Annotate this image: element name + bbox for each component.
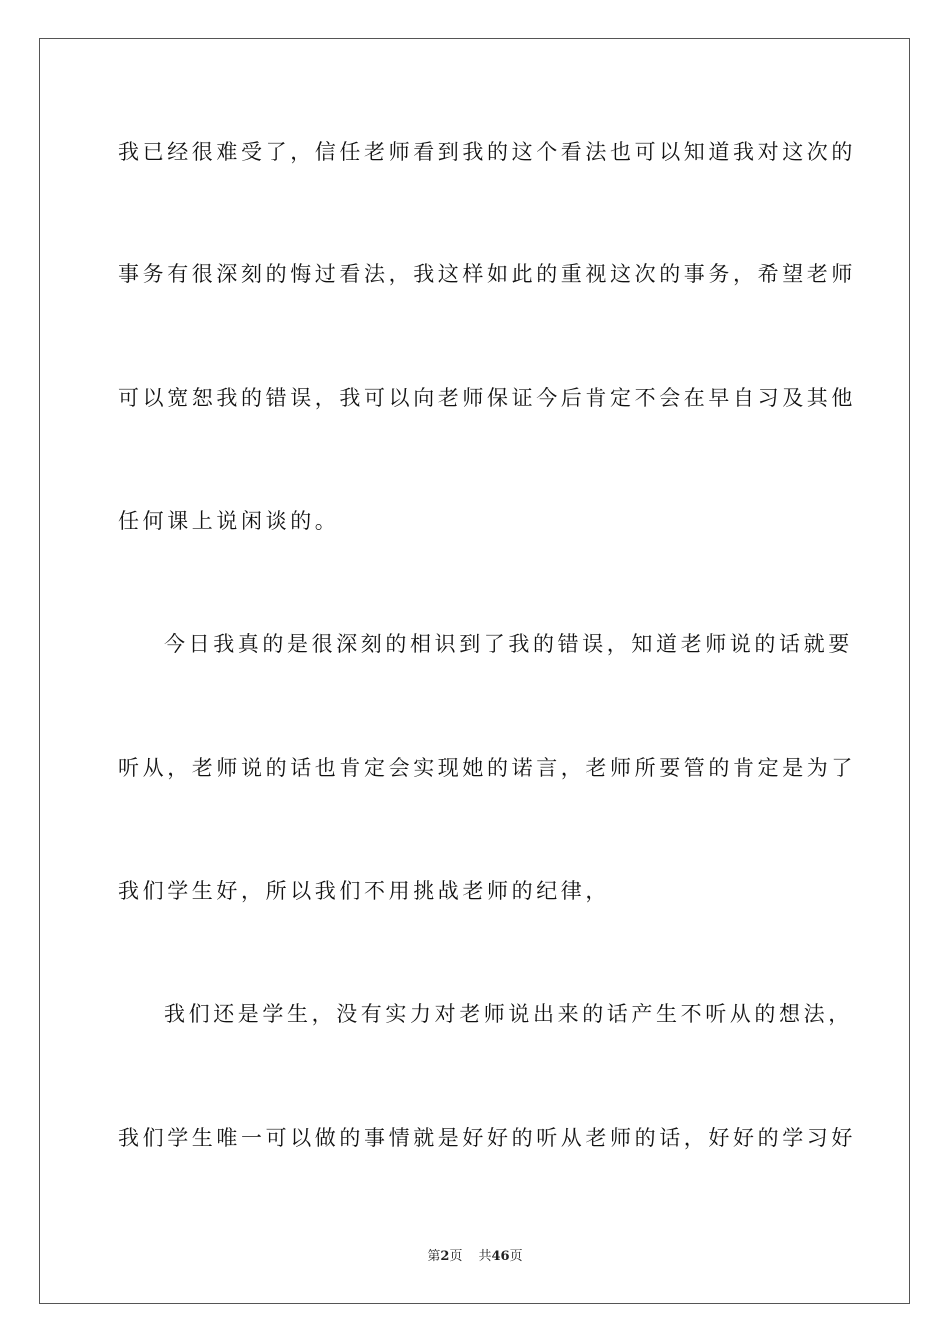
text-line: 事务有很深刻的悔过看法，我这样如此的重视这次的事务，希望老师 (118, 262, 856, 286)
text-line: 我们学生好，所以我们不用挑战老师的纪律， (118, 879, 610, 903)
text-line: 可以宽恕我的错误，我可以向老师保证今后肯定不会在早自习及其他 (118, 386, 856, 410)
total-suffix: 页 (509, 1249, 523, 1264)
text-line: 我已经很难受了，信任老师看到我的这个看法也可以知道我对这次的 (118, 140, 856, 164)
page-prefix: 第 (427, 1249, 441, 1264)
current-page-number: 2 (440, 1249, 450, 1264)
paragraph-start-line: 今日我真的是很深刻的相识到了我的错误，知道老师说的话就要 (164, 632, 853, 656)
text-line: 任何课上说闲谈的。 (118, 509, 340, 533)
total-pages: 46 (491, 1249, 510, 1264)
page-border (39, 38, 910, 1304)
page-suffix: 页 (449, 1249, 463, 1264)
paragraph-start-line: 我们还是学生，没有实力对老师说出来的话产生不听从的想法， (164, 1002, 853, 1026)
page-footer (0, 1248, 950, 1266)
text-line: 听从，老师说的话也肯定会实现她的诺言，老师所要管的肯定是为了 (118, 756, 856, 780)
text-line: 我们学生唯一可以做的事情就是好好的听从老师的话，好好的学习好 (118, 1126, 856, 1150)
total-prefix: 共 (478, 1249, 492, 1264)
